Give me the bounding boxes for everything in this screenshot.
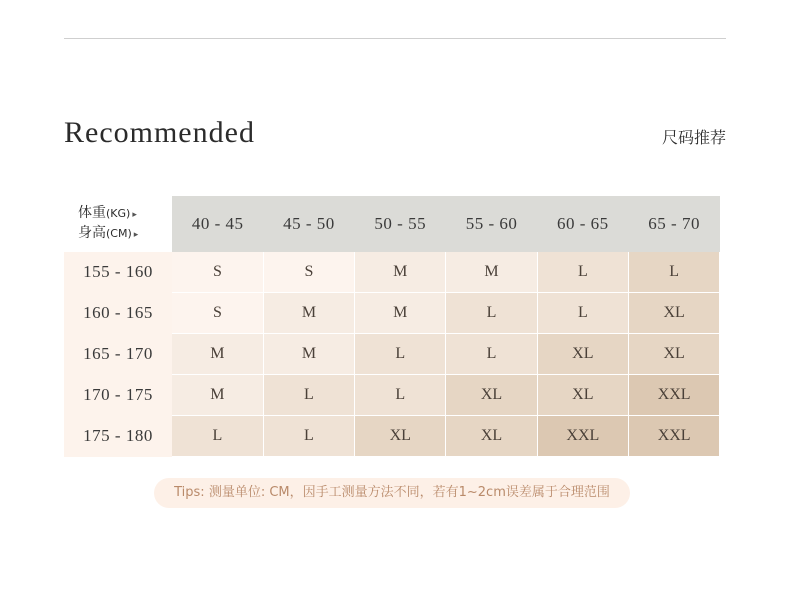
height-axis-label <box>78 224 138 244</box>
tips-wrapper <box>64 478 720 508</box>
page-title-en: Recommended <box>64 116 255 149</box>
size-cell: S <box>172 252 263 293</box>
size-cell: L <box>355 334 446 375</box>
size-cell: L <box>537 252 628 293</box>
table-header-row <box>64 196 720 252</box>
size-cell: XXL <box>628 375 719 416</box>
table-row <box>64 375 720 416</box>
measurement-tips: Tips: 测量单位: CM，因手工测量方法不同，若有1~2cm误差属于合理范围 <box>154 478 630 508</box>
size-cell: XXL <box>628 416 719 457</box>
size-cell: L <box>263 416 354 457</box>
size-cell: M <box>263 293 354 334</box>
column-header: 65 - 70 <box>628 196 719 252</box>
size-cell: L <box>355 375 446 416</box>
size-cell: M <box>263 334 354 375</box>
size-cell: XL <box>537 375 628 416</box>
size-cell: M <box>446 252 537 293</box>
size-cell: S <box>263 252 354 293</box>
size-cell: XL <box>628 293 719 334</box>
top-divider <box>64 38 726 39</box>
column-header: 60 - 65 <box>537 196 628 252</box>
size-cell: M <box>172 375 263 416</box>
weight-axis-label <box>78 204 137 224</box>
row-header: 175 - 180 <box>64 416 172 457</box>
weight-label-text: 体重 <box>78 205 106 221</box>
column-header: 45 - 50 <box>263 196 354 252</box>
weight-unit-text: (KG) <box>106 207 131 220</box>
size-cell: XL <box>446 375 537 416</box>
size-cell: XL <box>628 334 719 375</box>
size-cell: L <box>628 252 719 293</box>
size-cell: L <box>172 416 263 457</box>
row-header: 170 - 175 <box>64 375 172 416</box>
size-recommendation-table <box>64 196 720 457</box>
size-cell: L <box>537 293 628 334</box>
column-header: 50 - 55 <box>355 196 446 252</box>
column-header: 40 - 45 <box>172 196 263 252</box>
table-row <box>64 252 720 293</box>
size-cell: L <box>446 293 537 334</box>
table-row <box>64 416 720 457</box>
row-header: 155 - 160 <box>64 252 172 293</box>
column-header: 55 - 60 <box>446 196 537 252</box>
chevron-down-icon: ▸ <box>133 230 139 240</box>
size-cell: M <box>355 252 446 293</box>
chevron-right-icon: ▸ <box>132 210 137 220</box>
size-cell: XL <box>537 334 628 375</box>
page-title-cn: 尺码推荐 <box>661 128 726 147</box>
size-cell: XXL <box>537 416 628 457</box>
row-header: 160 - 165 <box>64 293 172 334</box>
size-cell: L <box>446 334 537 375</box>
height-label-text: 身高 <box>78 225 106 241</box>
size-cell: M <box>172 334 263 375</box>
height-unit-text: (CM) <box>106 227 132 240</box>
size-table-wrapper <box>64 196 720 457</box>
size-cell: M <box>355 293 446 334</box>
size-cell: S <box>172 293 263 334</box>
size-cell: XL <box>355 416 446 457</box>
title-row <box>64 116 726 156</box>
size-cell: L <box>263 375 354 416</box>
table-corner-cell <box>64 196 172 252</box>
table-row <box>64 293 720 334</box>
size-cell: XL <box>446 416 537 457</box>
table-row <box>64 334 720 375</box>
row-header: 165 - 170 <box>64 334 172 375</box>
